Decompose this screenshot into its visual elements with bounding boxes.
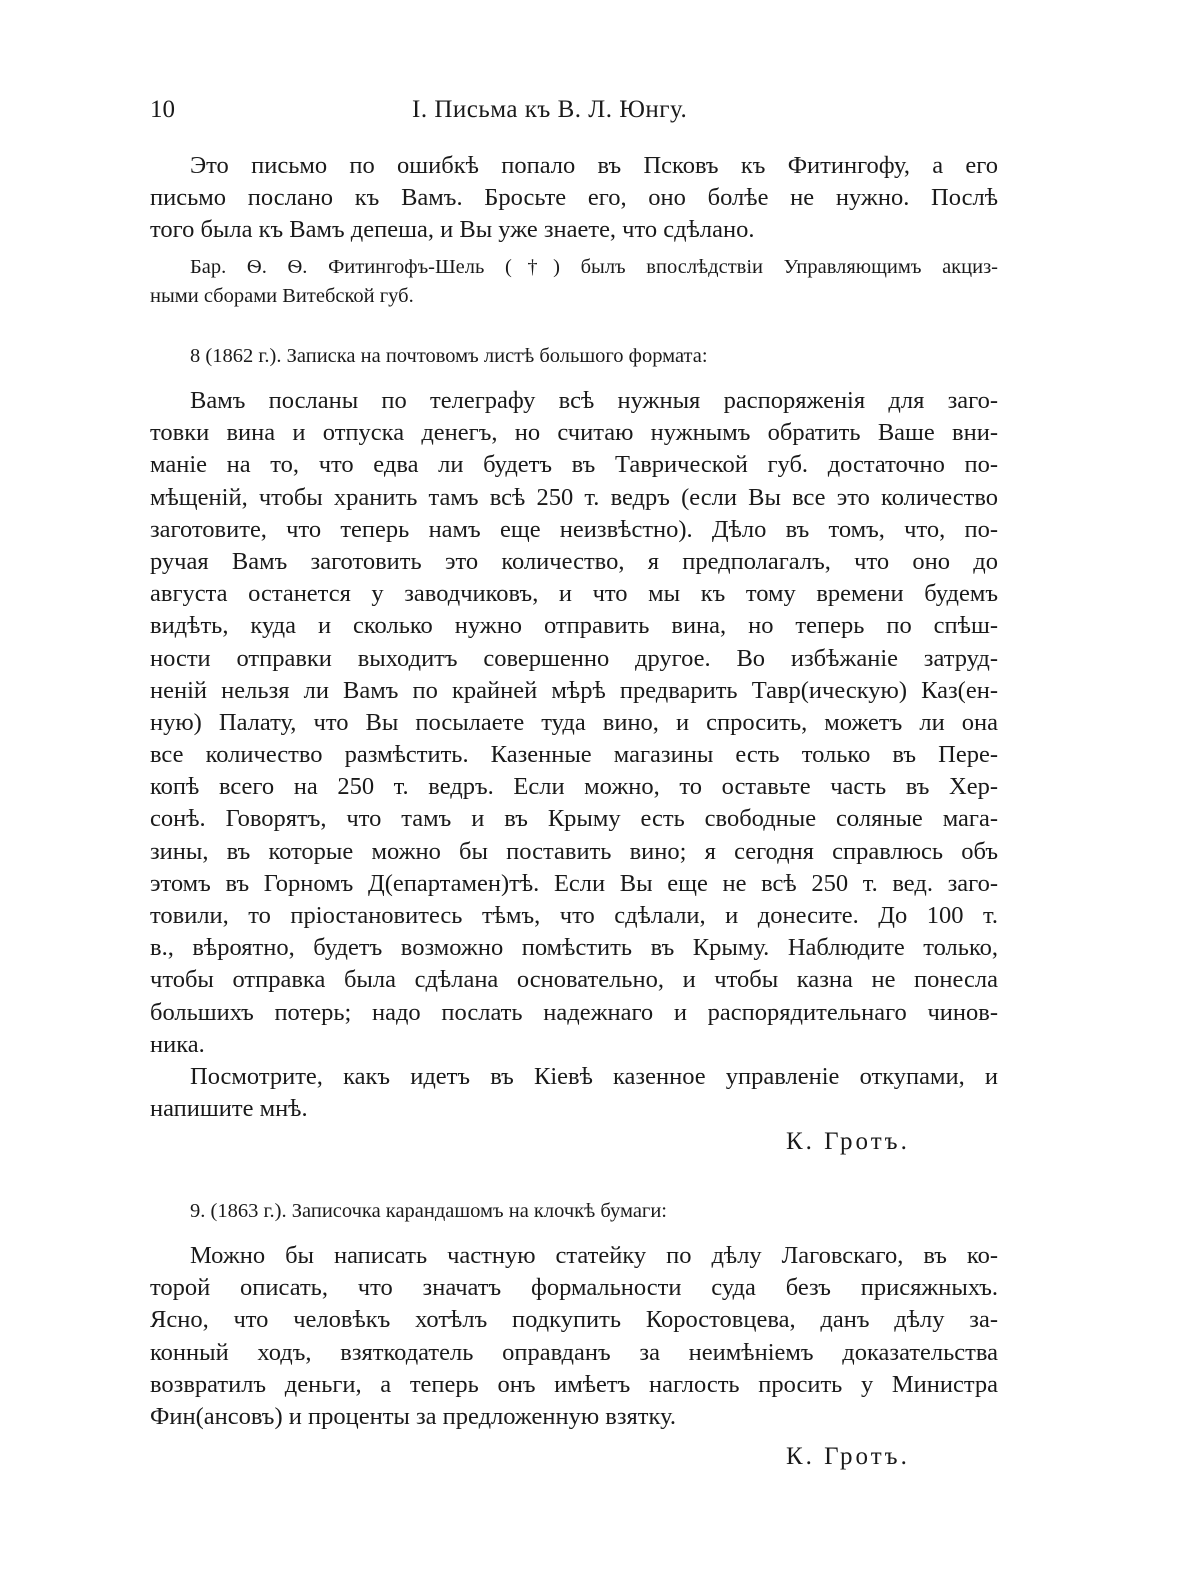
note-line: ными сборами Витебской губ. bbox=[150, 285, 414, 307]
text-line: все количество размѣстить. Казенные магазины есть только въ Пере- bbox=[150, 741, 998, 769]
note-line: Бар. Ѳ. Ѳ. Фитингофъ-Шель (†) былъ впослѣдствіи Управляющимъ акциз- bbox=[190, 256, 998, 278]
letter7-body bbox=[150, 150, 998, 247]
text-line: Это письмо по ошибкѣ попало въ Псковъ къ Фитингофу, а его bbox=[190, 152, 998, 179]
text-line: Ясно, что человѣкъ хотѣлъ подкупить Коростовцева, данъ дѣлу за- bbox=[150, 1306, 998, 1334]
text-line: августа останется у заводчиковъ, и что мы къ тому времени будемъ bbox=[150, 580, 998, 608]
text-line: ности отправки выходитъ совершенно другое. Во избѣжаніе затруд- bbox=[150, 644, 998, 672]
letter9-body bbox=[150, 1240, 998, 1433]
letter8-body bbox=[150, 385, 998, 1125]
text-line: Посмотрите, какъ идетъ въ Кіевѣ казенное управленіе откупами, и bbox=[190, 1062, 998, 1090]
text-line: видѣть, куда и сколько нужно отправить вина, но теперь по спѣш- bbox=[150, 612, 998, 640]
text-line: большихъ потерь; надо послать надежнаго и распорядительнаго чинов- bbox=[150, 998, 998, 1026]
letter8-intro bbox=[150, 342, 998, 370]
text-line: товки вина и отпуска денегъ, но считаю нужнымъ обратить Ваше вни- bbox=[150, 419, 998, 447]
text-line: мѣщеній, чтобы хранить тамъ всѣ 250 т. ведръ (если Вы все это количество bbox=[150, 483, 998, 511]
text-line: ника. bbox=[150, 1030, 205, 1058]
text-line: конный ходъ, взяткодатель оправданъ за неимѣніемъ доказательства bbox=[150, 1338, 998, 1366]
page-number: 10 bbox=[150, 96, 175, 123]
running-title: I. Письма къ В. Л. Юнгу. bbox=[412, 96, 688, 123]
text-line: сонѣ. Говорятъ, что тамъ и въ Крыму есть свободные соляные мага- bbox=[150, 805, 998, 833]
text-line: напишите мнѣ. bbox=[150, 1095, 308, 1123]
letter7-footnote bbox=[150, 253, 998, 311]
text-line: этомъ въ Горномъ Д(епартамен)тѣ. Если Вы еще не всѣ 250 т. вед. заго- bbox=[150, 869, 998, 897]
text-line: зины, въ которые можно бы поставить вино; я сегодня справлюсь объ bbox=[150, 837, 998, 865]
text-line: ную) Палату, что Вы посылаете туда вино, и спросить, можетъ ли она bbox=[150, 708, 998, 736]
page-header bbox=[150, 96, 1000, 132]
letter-intro: 9. (1863 г.). Записочка карандашомъ на клочкѣ бумаги: bbox=[190, 1200, 667, 1222]
text-line: Вамъ посланы по телеграфу всѣ нужныя распоряженія для заго- bbox=[190, 387, 998, 414]
text-line: торой описать, что значатъ формальности суда безъ присяжныхъ. bbox=[150, 1274, 998, 1302]
text-line: Можно бы написать частную статейку по дѣлу Лаговскаго, въ ко- bbox=[190, 1242, 998, 1269]
letter-intro: 8 (1862 г.). Записка на почтовомъ листѣ большого формата: bbox=[190, 345, 708, 367]
text-line: в., вѣроятно, будетъ возможно помѣстить въ Крыму. Наблюдите только, bbox=[150, 934, 998, 962]
text-line: письмо послано къ Вамъ. Бросьте его, оно болѣе не нужно. Послѣ bbox=[150, 184, 998, 212]
signature: К. Гротъ. bbox=[786, 1443, 910, 1470]
text-line: Фин(ансовъ) и проценты за предложенную взятку. bbox=[150, 1402, 676, 1430]
text-line: товили, то пріостановитесь тѣмъ, что сдѣлали, и донесите. До 100 т. bbox=[150, 902, 998, 929]
text-line: неній нельзя ли Вамъ по крайней мѣрѣ предварить Тавр(ическую) Каз(ен- bbox=[150, 676, 998, 704]
text-line: маніе на то, что едва ли будетъ въ Таврической губ. достаточно по- bbox=[150, 451, 998, 479]
text-line: ручая Вамъ заготовить это количество, я предполагалъ, что оно до bbox=[150, 547, 998, 575]
text-line: заготовите, что теперь намъ еще неизвѣстно). Дѣло въ томъ, что, по- bbox=[150, 515, 998, 543]
text-line: того была къ Вамъ депеша, и Вы уже знаете, что сдѣлано. bbox=[150, 216, 755, 244]
text-line: чтобы отправка была сдѣлана основательно, и чтобы казна не понесла bbox=[150, 966, 998, 994]
text-line: возвратилъ деньги, а теперь онъ имѣетъ наглость просить у Министра bbox=[150, 1370, 998, 1398]
text-line: копѣ всего на 250 т. ведръ. Если можно, то оставьте часть въ Хер- bbox=[150, 773, 998, 801]
signature: К. Гротъ. bbox=[786, 1128, 910, 1155]
letter9-intro bbox=[150, 1197, 998, 1225]
